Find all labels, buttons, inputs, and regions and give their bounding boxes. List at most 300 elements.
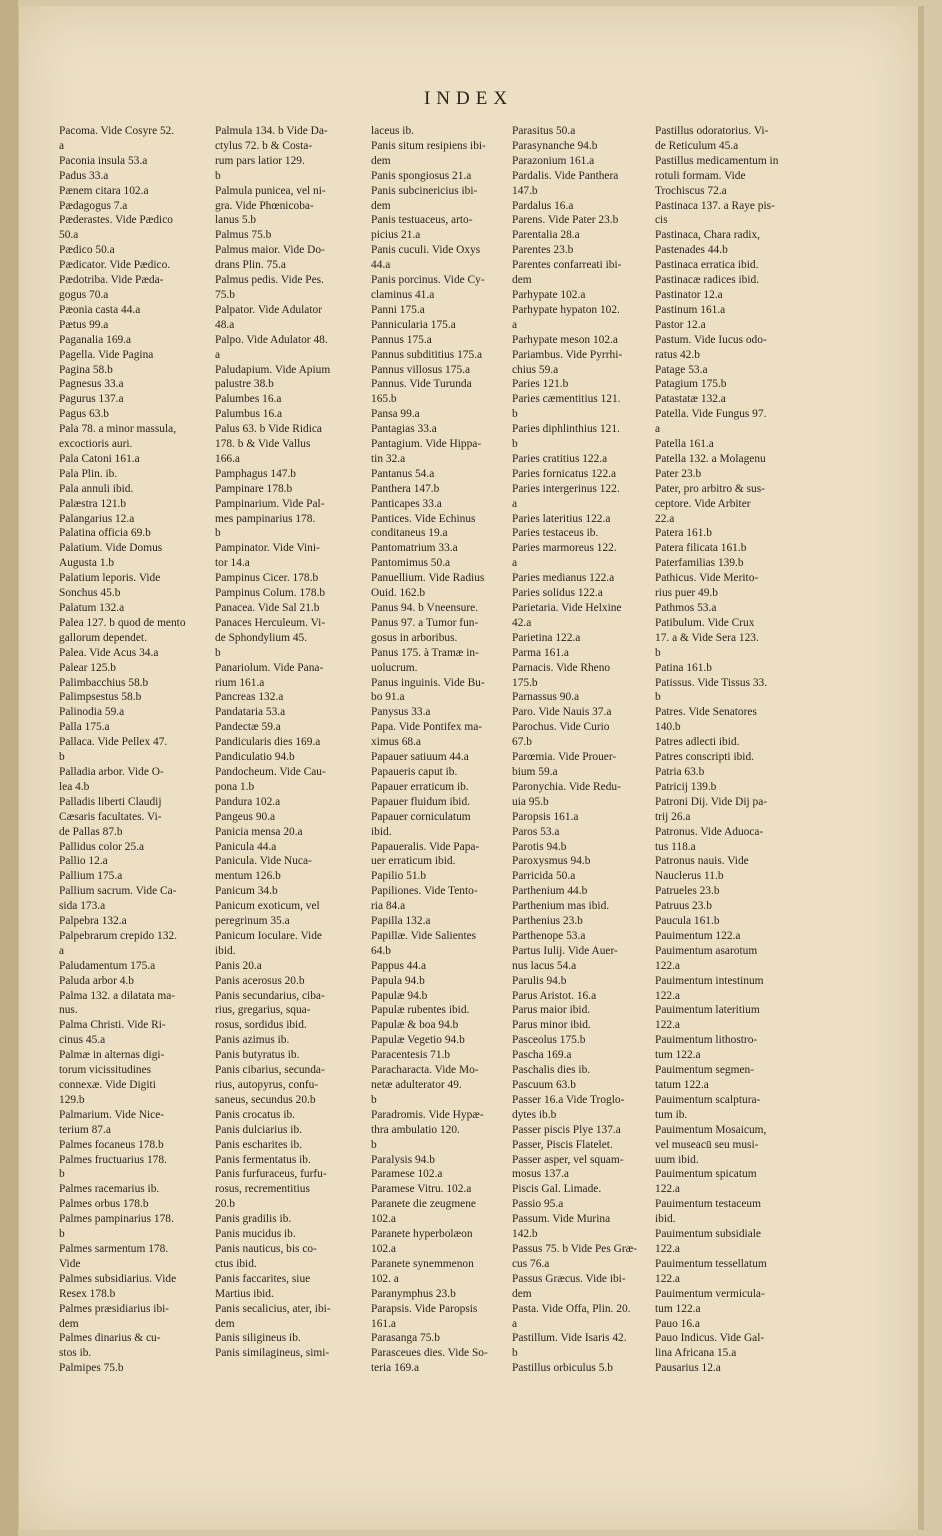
index-entry: Paries intergerinus 122. bbox=[512, 482, 620, 495]
index-entry: Paries solidus 122.a bbox=[512, 587, 603, 600]
index-entry: Patruus 23.b bbox=[655, 900, 712, 913]
index-entry: Pauimentum 122.a bbox=[655, 929, 741, 942]
index-entry: Pauimentum Mosaicum, bbox=[655, 1123, 767, 1136]
index-entry: Patroni Dij. Vide Dij pa- bbox=[655, 795, 768, 808]
index-entry: Pastenades 44.b bbox=[655, 244, 728, 257]
index-entry: Papauer fluidum ibid. bbox=[371, 795, 471, 808]
index-entry: Panus 97. a Tumor fun- bbox=[371, 616, 479, 629]
index-entry: Pæderastes. Vide Pædico bbox=[59, 214, 173, 227]
index-entry: Passus Græcus. Vide ibi- bbox=[512, 1272, 626, 1285]
index-entry: ibid. bbox=[215, 944, 236, 957]
index-entry: Pariambus. Vide Pyrrhi- bbox=[512, 348, 623, 361]
index-entry: 102.a bbox=[371, 1242, 396, 1255]
index-entry: 67.b bbox=[512, 736, 532, 749]
index-entry: de Reticulum 45.a bbox=[655, 139, 739, 152]
index-entry: Papauer erraticum ib. bbox=[371, 780, 469, 793]
index-entry: Pastinacæ radices ibid. bbox=[655, 274, 760, 287]
index-entry: a bbox=[59, 139, 65, 152]
index-entry: Panaces Herculeum. Vi- bbox=[215, 616, 326, 629]
index-entry: b bbox=[215, 169, 221, 182]
index-entry: Pater 23.b bbox=[655, 467, 702, 480]
index-entry: Parricida 50.a bbox=[512, 870, 576, 883]
index-entry: Palmes fructuarius 178. bbox=[59, 1153, 167, 1166]
index-entry: Parochus. Vide Curio bbox=[512, 721, 610, 734]
index-entry: Panis escharites ib. bbox=[215, 1138, 302, 1151]
index-entry: Palmes sarmentum 178. bbox=[59, 1242, 169, 1255]
index-entry: Palmula punicea, vel ni- bbox=[215, 184, 326, 197]
index-entry: Pamphagus 147.b bbox=[215, 467, 296, 480]
index-entry: Pagella. Vide Pagina bbox=[59, 348, 154, 361]
index-entry: ctylus 72. b & Costa- bbox=[215, 139, 313, 152]
index-entry: Parietaria. Vide Helxine bbox=[512, 602, 622, 614]
index-entry: claminus 41.a bbox=[371, 288, 435, 301]
index-entry: 142.b bbox=[512, 1228, 538, 1241]
index-entry: Palmes focaneus 178.b bbox=[59, 1138, 164, 1151]
index-entry: dem bbox=[512, 1287, 532, 1300]
index-entry: connexæ. Vide Digiti bbox=[59, 1079, 156, 1091]
index-entry: 48.a bbox=[215, 318, 235, 331]
index-entry: rius, gregarius, squa- bbox=[215, 1004, 311, 1017]
index-entry: Panni 175.a bbox=[371, 303, 425, 316]
index-entry: 166.a bbox=[215, 452, 240, 465]
index-entry: Parasynanche 94.b bbox=[512, 139, 598, 152]
index-entry: Parhypate meson 102.a bbox=[512, 333, 618, 346]
index-entry: Pardalis. Vide Panthera bbox=[512, 169, 619, 182]
index-entry: Panis azimus ib. bbox=[215, 1034, 290, 1047]
index-entry: Vide bbox=[59, 1257, 81, 1270]
index-entry: Panicum 34.b bbox=[215, 885, 278, 898]
index-entry: Palmus pedis. Vide Pes. bbox=[215, 274, 324, 287]
index-entry: Pantomatrium 33.a bbox=[371, 542, 458, 555]
index-entry: Patella 161.a bbox=[655, 438, 714, 451]
index-entry: a bbox=[655, 423, 661, 436]
index-entry: Pagurus 137.a bbox=[59, 393, 124, 406]
index-entry: Palatina officia 69.b bbox=[59, 527, 151, 540]
index-entry: mentum 126.b bbox=[215, 870, 281, 883]
index-entry: Palladis liberti Claudij bbox=[59, 795, 162, 808]
index-entry: b bbox=[655, 646, 661, 659]
index-entry: Pauimentum testaceum bbox=[655, 1198, 761, 1211]
index-entry: b bbox=[59, 751, 65, 764]
index-entry: Paranete synemmenon bbox=[371, 1257, 474, 1270]
index-entry: Panis subcinericius ibi- bbox=[371, 184, 478, 197]
index-entry: Pauimentum intestinum bbox=[655, 974, 764, 987]
index-entry: gallorum dependet. bbox=[59, 631, 147, 644]
index-entry: Parnacis. Vide Rheno bbox=[512, 661, 611, 674]
index-entry: Parhypate hypaton 102. bbox=[512, 303, 620, 316]
index-entry: 161.a bbox=[371, 1317, 396, 1330]
index-entry: Panis cuculi. Vide Oxys bbox=[371, 244, 481, 257]
index-entry: Papilla 132.a bbox=[371, 915, 431, 928]
index-entry: Patres conscripti ibid. bbox=[655, 751, 755, 764]
index-entry: Pauimentum vermicula- bbox=[655, 1287, 765, 1300]
index-entry: Palpebra 132.a bbox=[59, 915, 127, 928]
index-entry: Patella 132. a Molagenu bbox=[655, 452, 766, 465]
index-entry: Palumbus 16.a bbox=[215, 408, 283, 421]
index-entry: Pampinare 178.b bbox=[215, 482, 293, 495]
index-entry: Pannus subdititius 175.a bbox=[371, 348, 483, 361]
index-entry: Passum. Vide Murina bbox=[512, 1213, 611, 1226]
index-entry: excoctioris auri. bbox=[59, 438, 133, 451]
index-entry: Pallio 12.a bbox=[59, 855, 108, 868]
index-entry: rotuli formam. Vide bbox=[655, 169, 746, 182]
index-entry: tum 122.a bbox=[655, 1049, 701, 1062]
index-entry: Panis acerosus 20.b bbox=[215, 974, 305, 987]
index-entry: Palmarium. Vide Nice- bbox=[59, 1108, 165, 1121]
index-entry: Paries diphlinthius 121. bbox=[512, 423, 620, 436]
index-entry: Palmes dinarius & cu- bbox=[59, 1332, 161, 1345]
index-entry: Papulæ & boa 94.b bbox=[371, 1019, 459, 1032]
index-entry: 122.a bbox=[655, 1272, 680, 1285]
index-entry: Pastinaca erratica ibid. bbox=[655, 259, 759, 272]
index-entry: tor 14.a bbox=[215, 557, 250, 570]
index-entry: uia 95.b bbox=[512, 795, 549, 808]
index-entry: Papillæ. Vide Salientes bbox=[371, 929, 477, 942]
index-entry: Sonchus 45.b bbox=[59, 587, 121, 600]
index-entry: Pampinus Cicer. 178.b bbox=[215, 572, 319, 585]
index-entry: Paracentesis 71.b bbox=[371, 1049, 451, 1062]
index-entry: Pauimentum tessellatum bbox=[655, 1257, 767, 1270]
index-entry: Pædagogus 7.a bbox=[59, 199, 128, 212]
index-entry: Palatium. Vide Domus bbox=[59, 542, 163, 555]
index-entry: Paroxysmus 94.b bbox=[512, 855, 591, 868]
index-entry: Papiliones. Vide Tento- bbox=[371, 885, 478, 898]
index-entry: Padus 33.a bbox=[59, 169, 109, 182]
index-entry: torum vicissitudines bbox=[59, 1064, 152, 1077]
index-entry: Paries cratitius 122.a bbox=[512, 452, 608, 465]
index-entry: dem bbox=[215, 1317, 235, 1330]
index-entry: Papaueralis. Vide Papa- bbox=[371, 840, 480, 853]
index-entry: Pandectæ 59.a bbox=[215, 721, 281, 734]
index-entry: tatum 122.a bbox=[655, 1079, 709, 1091]
index-entry: Pætus 99.a bbox=[59, 318, 109, 331]
index-entry: Parentalia 28.a bbox=[512, 229, 580, 242]
index-entry: Pansa 99.a bbox=[371, 408, 420, 421]
index-entry: rius, autopyrus, confu- bbox=[215, 1079, 319, 1091]
index-entry: Pasceolus 175.b bbox=[512, 1034, 586, 1047]
index-entry: 102.a bbox=[371, 1213, 396, 1226]
index-entry: Pampinator. Vide Vini- bbox=[215, 542, 320, 555]
index-entry: Pauimentum scalptura- bbox=[655, 1093, 761, 1106]
index-entry: Papula 94.b bbox=[371, 974, 425, 987]
index-entry: Panus inguinis. Vide Bu- bbox=[371, 676, 485, 689]
index-entry: Pauimentum lithostro- bbox=[655, 1034, 758, 1047]
index-entry: uer erraticum ibid. bbox=[371, 855, 456, 868]
index-entry: Parthenium 44.b bbox=[512, 885, 588, 898]
index-entry: Parasanga 75.b bbox=[371, 1332, 440, 1345]
index-entry: dem bbox=[512, 274, 532, 287]
index-entry: teria 169.a bbox=[371, 1362, 420, 1375]
index-entry: Palæstra 121.b bbox=[59, 497, 127, 510]
index-entry: de Pallas 87.b bbox=[59, 825, 123, 838]
index-entry: lea 4.b bbox=[59, 780, 90, 793]
index-entry: ceptore. Vide Arbiter bbox=[655, 497, 751, 510]
index-entry: Pauo 16.a bbox=[655, 1317, 700, 1330]
index-entry: Pannus 175.a bbox=[371, 333, 432, 346]
index-entry: Pantagias 33.a bbox=[371, 423, 437, 436]
index-entry: terium 87.a bbox=[59, 1123, 111, 1136]
index-entry: 122.a bbox=[655, 989, 680, 1002]
index-column-5 bbox=[655, 124, 795, 1376]
index-entry: 147.b bbox=[512, 184, 538, 197]
index-entry: Pannus villosus 175.a bbox=[371, 363, 471, 376]
index-entry: Passer asper, vel squam- bbox=[512, 1153, 624, 1166]
index-entry: 17. a & Vide Sera 123. bbox=[655, 631, 759, 644]
index-entry: mosus 137.a bbox=[512, 1168, 569, 1181]
index-entry: Pagus 63.b bbox=[59, 408, 109, 421]
index-entry: Pastinaca, Chara radix, bbox=[655, 229, 761, 242]
index-entry: Pantanus 54.a bbox=[371, 467, 435, 480]
index-entry: Patella. Vide Fungus 97. bbox=[655, 408, 767, 421]
index-entry: Paganalia 169.a bbox=[59, 333, 132, 346]
index-entry: Pandocheum. Vide Cau- bbox=[215, 765, 326, 778]
index-entry: gra. Vide Phœnicoba- bbox=[215, 199, 314, 212]
index-entry: uolucrum. bbox=[371, 661, 418, 674]
index-entry: Paracharacta. Vide Mo- bbox=[371, 1064, 479, 1077]
index-entry: Pancreas 132.a bbox=[215, 691, 284, 704]
index-entry: Pauo Indicus. Vide Gal- bbox=[655, 1332, 765, 1345]
index-entry: Partus Iulij. Vide Auer- bbox=[512, 944, 618, 957]
binding-edge bbox=[0, 0, 18, 1536]
index-entry: thra ambulatio 120. bbox=[371, 1123, 460, 1136]
index-entry: Palla 175.a bbox=[59, 721, 110, 734]
index-entry: Pampinarium. Vide Pal- bbox=[215, 497, 325, 510]
index-entry: Panus 94. b Vneensure. bbox=[371, 602, 479, 614]
index-entry: laceus ib. bbox=[371, 125, 415, 137]
index-entry: Paradromis. Vide Hypæ- bbox=[371, 1108, 484, 1121]
index-entry: Pandicularis dies 169.a bbox=[215, 736, 321, 749]
index-entry: cus 76.a bbox=[512, 1257, 550, 1270]
index-entry: Palpator. Vide Adulator bbox=[215, 303, 322, 316]
index-entry: Panicum exoticum, vel bbox=[215, 900, 320, 913]
index-entry: de Sphondylium 45. bbox=[215, 631, 308, 644]
index-entry: ximus 68.a bbox=[371, 736, 421, 749]
index-column-4 bbox=[512, 124, 652, 1376]
index-entry: Palpo. Vide Adulator 48. bbox=[215, 333, 328, 346]
index-entry: 122.a bbox=[655, 1019, 680, 1032]
index-entry: Parotis 94.b bbox=[512, 840, 567, 853]
index-entry: Pauimentum lateritium bbox=[655, 1004, 760, 1017]
index-entry: a bbox=[59, 944, 65, 957]
index-entry: Pandura 102.a bbox=[215, 795, 281, 808]
index-entry: Pastillus medicamentum in bbox=[655, 154, 779, 167]
index-entry: Pastillum. Vide Isaris 42. bbox=[512, 1332, 627, 1345]
index-entry: Palmes racemarius ib. bbox=[59, 1183, 160, 1196]
index-entry: Pala annuli ibid. bbox=[59, 482, 134, 495]
index-entry: Panthera 147.b bbox=[371, 482, 440, 495]
index-entry: Panicum Ioculare. Vide bbox=[215, 929, 322, 942]
index-entry: 178. b & Vide Vallus bbox=[215, 438, 311, 451]
index-entry: Pathmos 53.a bbox=[655, 602, 717, 614]
index-entry: Panuellium. Vide Radius bbox=[371, 572, 485, 585]
index-entry: Paries medianus 122.a bbox=[512, 572, 615, 585]
index-entry: Resex 178.b bbox=[59, 1287, 116, 1300]
index-entry: Pallium 175.a bbox=[59, 870, 123, 883]
index-entry: Pauimentum subsidiale bbox=[655, 1228, 761, 1241]
index-entry: Pædotriba. Vide Pæda- bbox=[59, 274, 164, 287]
index-entry: Pala Plin. ib. bbox=[59, 467, 118, 480]
index-entry: b bbox=[655, 691, 661, 704]
index-entry: nus lacus 54.a bbox=[512, 959, 577, 972]
index-entry: Palpebrarum crepido 132. bbox=[59, 929, 177, 942]
index-entry: picius 21.a bbox=[371, 229, 421, 242]
index-entry: Panis secalicius, ater, ibi- bbox=[215, 1302, 331, 1315]
index-entry: Pardalus 16.a bbox=[512, 199, 574, 212]
index-entry: Ouid. 162.b bbox=[371, 587, 426, 600]
index-entry: 75.b bbox=[215, 288, 235, 301]
index-entry: Palinodia 59.a bbox=[59, 706, 125, 719]
index-entry: Patres adlecti ibid. bbox=[655, 736, 740, 749]
index-entry: bium 59.a bbox=[512, 765, 558, 778]
index-entry: Patera filicata 161.b bbox=[655, 542, 747, 555]
index-entry: Panus 175. à Tramæ in- bbox=[371, 646, 479, 659]
index-entry: Pastinum 161.a bbox=[655, 303, 726, 316]
index-entry: Panis dulciarius ib. bbox=[215, 1123, 303, 1136]
index-entry: Paries fornicatus 122.a bbox=[512, 467, 617, 480]
index-entry: b bbox=[215, 646, 221, 659]
index-entry: Pascuum 63.b bbox=[512, 1079, 576, 1091]
index-entry: Parulis 94.b bbox=[512, 974, 567, 987]
index-entry: Palumbes 16.a bbox=[215, 393, 282, 406]
index-entry: Paschalis dies ib. bbox=[512, 1064, 591, 1077]
index-entry: b bbox=[371, 1093, 377, 1106]
index-entry: b bbox=[512, 1347, 518, 1360]
index-entry: Pauimentum segmen- bbox=[655, 1064, 755, 1077]
index-entry: b bbox=[59, 1228, 65, 1241]
index-entry: Papilio 51.b bbox=[371, 870, 427, 883]
index-entry: a bbox=[512, 557, 518, 570]
index-entry: Trochiscus 72.a bbox=[655, 184, 727, 197]
index-entry: 64.b bbox=[371, 944, 391, 957]
index-entry: Palmes subsidiarius. Vide bbox=[59, 1272, 177, 1285]
index-entry: Patagium 175.b bbox=[655, 378, 727, 391]
index-entry: tus 118.a bbox=[655, 840, 696, 853]
index-entry: a bbox=[512, 318, 518, 331]
index-entry: Paropsis 161.a bbox=[512, 810, 579, 823]
index-entry: Paludapium. Vide Apium bbox=[215, 363, 331, 376]
index-entry: Patissus. Vide Tissus 33. bbox=[655, 676, 768, 689]
index-entry: Panticapes 33.a bbox=[371, 497, 442, 510]
index-entry: 129.b bbox=[59, 1093, 85, 1106]
index-entry: Panis secundarius, ciba- bbox=[215, 989, 325, 1002]
index-entry: Papulæ 94.b bbox=[371, 989, 428, 1002]
index-entry: rius puer 49.b bbox=[655, 587, 718, 600]
index-entry: Panis spongiosus 21.a bbox=[371, 169, 472, 182]
index-entry: saneus, secundus 20.b bbox=[215, 1093, 316, 1106]
index-entry: Papauer corniculatum bbox=[371, 810, 471, 823]
index-entry: Piscis Gal. Limade. bbox=[512, 1183, 602, 1196]
index-entry: trij 26.a bbox=[655, 810, 691, 823]
index-entry: Paterfamilias 139.b bbox=[655, 557, 744, 570]
index-entry: Panacea. Vide Sal 21.b bbox=[215, 602, 320, 614]
index-entry: Panis cibarius, secunda- bbox=[215, 1064, 325, 1077]
index-entry: Parapsis. Vide Paropsis bbox=[371, 1302, 478, 1315]
index-entry: Papulæ Vegetio 94.b bbox=[371, 1034, 465, 1047]
index-entry: Passio 95.a bbox=[512, 1198, 564, 1211]
index-entry: Palmæ in alternas digi- bbox=[59, 1049, 165, 1062]
index-entry: uum ibid. bbox=[655, 1153, 699, 1166]
index-entry: Papa. Vide Pontifex ma- bbox=[371, 721, 483, 734]
index-entry: Palea 127. b quod de mento bbox=[59, 616, 186, 629]
book-page bbox=[18, 6, 924, 1530]
index-entry: Patricij 139.b bbox=[655, 780, 717, 793]
index-entry: Paronychia. Vide Redu- bbox=[512, 780, 621, 793]
index-entry: Parentes confarreati ibi- bbox=[512, 259, 622, 272]
index-entry: Paconia insula 53.a bbox=[59, 154, 148, 167]
index-entry: Palmes præsidiarius ibi- bbox=[59, 1302, 170, 1315]
index-entry: Pallaca. Vide Pellex 47. bbox=[59, 736, 168, 749]
index-entry: Parus Aristot. 16.a bbox=[512, 989, 597, 1002]
index-entry: 122.a bbox=[655, 959, 680, 972]
index-entry: Paries marmoreus 122. bbox=[512, 542, 617, 555]
index-entry: Panis fermentatus ib. bbox=[215, 1153, 311, 1166]
index-entry: a bbox=[512, 1317, 518, 1330]
index-entry: Patage 53.a bbox=[655, 363, 708, 376]
index-entry: ratus 42.b bbox=[655, 348, 700, 361]
index-entry: Palmula 134. b Vide Da- bbox=[215, 125, 328, 137]
index-entry: Pathicus. Vide Merito- bbox=[655, 572, 759, 585]
index-entry: Pastinator 12.a bbox=[655, 288, 723, 301]
index-entry: sida 173.a bbox=[59, 900, 106, 913]
index-entry: Palimbacchius 58.b bbox=[59, 676, 149, 689]
index-entry: Patrueles 23.b bbox=[655, 885, 720, 898]
index-entry: rium 161.a bbox=[215, 676, 265, 689]
index-entry: Pauimentum asarotum bbox=[655, 944, 758, 957]
index-entry: b bbox=[215, 527, 221, 540]
index-entry: rosus, sordidus ibid. bbox=[215, 1019, 307, 1032]
index-entry: Panis similagineus, simi- bbox=[215, 1347, 330, 1360]
index-entry: cinus 45.a bbox=[59, 1034, 106, 1047]
index-entry: Palmipes 75.b bbox=[59, 1362, 124, 1375]
index-entry: Augusta 1.b bbox=[59, 557, 115, 570]
index-entry: Paramese Vitru. 102.a bbox=[371, 1183, 472, 1196]
index-entry: Pala Catoni 161.a bbox=[59, 452, 140, 465]
index-entry: Patibulum. Vide Crux bbox=[655, 616, 755, 629]
index-entry: Parens. Vide Pater 23.b bbox=[512, 214, 619, 227]
index-entry: Parœmia. Vide Prouer- bbox=[512, 751, 617, 764]
index-entry: rosus, recrementitius bbox=[215, 1183, 310, 1196]
index-entry: tum ib. bbox=[655, 1108, 688, 1121]
index-entry: Palmus maior. Vide Do- bbox=[215, 244, 325, 257]
index-entry: Passus 75. b Vide Pes Græ- bbox=[512, 1242, 638, 1255]
index-entry: tum 122.a bbox=[655, 1302, 701, 1315]
index-entry: Palmus 75.b bbox=[215, 229, 272, 242]
index-entry: Patria 63.b bbox=[655, 765, 705, 778]
index-entry: Pæonia casta 44.a bbox=[59, 303, 141, 316]
index-entry: Palimpsestus 58.b bbox=[59, 691, 142, 704]
index-entry: Paries lateritius 122.a bbox=[512, 512, 611, 525]
index-entry: Panis crocatus ib. bbox=[215, 1108, 296, 1121]
index-entry: Parus maior ibid. bbox=[512, 1004, 591, 1017]
index-entry: Pannus. Vide Turunda bbox=[371, 378, 472, 391]
index-entry: nus. bbox=[59, 1004, 78, 1017]
index-entry: Paries 121.b bbox=[512, 378, 569, 391]
index-entry: Parhypate 102.a bbox=[512, 288, 586, 301]
index-entry: Paries cæmentitius 121. bbox=[512, 393, 621, 406]
index-entry: Pænem citara 102.a bbox=[59, 184, 149, 197]
index-entry: Palus 63. b Vide Ridica bbox=[215, 423, 322, 436]
index-entry: Panis testuaceus, arto- bbox=[371, 214, 473, 227]
index-entry: Palladia arbor. Vide O- bbox=[59, 765, 164, 778]
index-entry: Pagnesus 33.a bbox=[59, 378, 124, 391]
index-entry: Pausarius 12.a bbox=[655, 1362, 721, 1375]
index-entry: Papulæ rubentes ibid. bbox=[371, 1004, 470, 1017]
index-entry: Parentes 23.b bbox=[512, 244, 574, 257]
index-entry: Panicula 44.a bbox=[215, 840, 277, 853]
index-entry: Pastinaca 137. a Raye pis- bbox=[655, 199, 775, 212]
index-entry: Papaueris caput ib. bbox=[371, 765, 458, 778]
index-entry: Patronus. Vide Aduoca- bbox=[655, 825, 764, 838]
